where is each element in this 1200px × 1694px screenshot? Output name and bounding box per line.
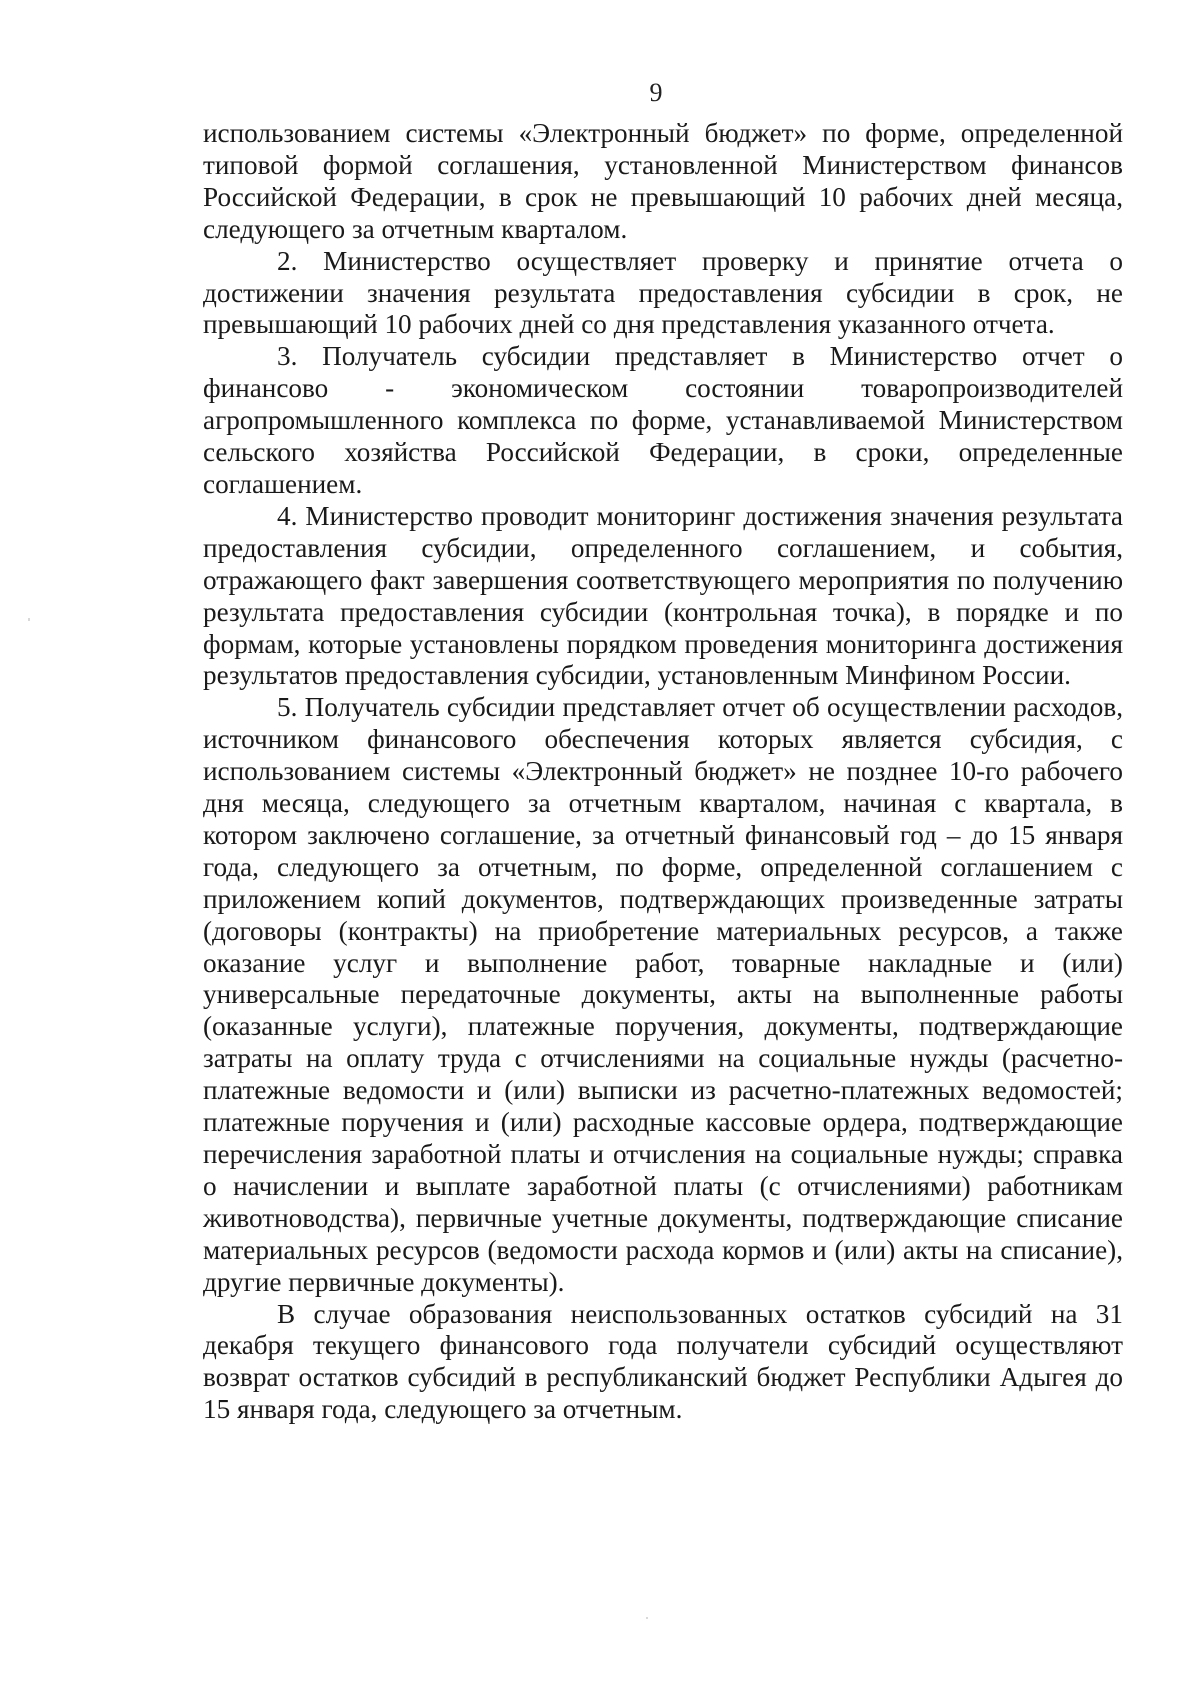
paragraph-closing: В случае образования неиспользованных остатков субсидий на 31 декабря текущего финансового года получатели субсидий осуществляют возврат остатков субсидий в республиканский бюджет Республики Адыгея до 15 января года, следующего за отчетным. <box>203 1298 1123 1425</box>
paragraph-item-2: 2. Министерство осуществляет проверку и принятие отчета о достижении значения результата предоставления субсидии в срок, не превышающий 10 рабочих дней со дня представления указанного отчета. <box>203 245 1123 340</box>
paragraph-item-4: 4. Министерство проводит мониторинг достижения значения результата предоставления субсидии, определенного соглашением, и события, отражающего факт завершения соответствующего мероприятия по получению результата предоставления субсидии (контрольная точка), в порядке и по формам, которые установлены порядком проведения мониторинга достижения результатов предоставления субсидии, установленным Минфином России. <box>203 500 1123 691</box>
paragraph-item-3: 3. Получатель субсидии представляет в Министерство отчет о финансово - экономическом состоянии товаропроизводителей агропромышленного комплекса по форме, устанавливаемой Министерством сельского хозяйства Российской Федерации, в сроки, определенные соглашением. <box>203 341 1123 499</box>
scan-speck <box>28 618 30 621</box>
page-number: 9 <box>649 78 663 107</box>
paragraph-continuation: использованием системы «Электронный бюджет» по форме, определенной типовой формой соглашения, установленной Министерством финансов Российской Федерации, в срок не превышающий 10 рабочих дней месяца, следующего за отчетным кварталом. <box>203 118 1123 244</box>
scan-speck <box>646 1617 648 1619</box>
paragraph-item-5: 5. Получатель субсидии представляет отчет об осуществлении расходов, источником финансового обеспечения которых является субсидия, с использованием системы «Электронный бюджет» не позднее 10-го рабочего дня месяца, следующего за отчетным кварталом, начиная с квартала, в котором заключено соглашение, за отчетный финансовый год – до 15 января года, следующего за отчетным, по форме, определенной соглашением с приложением копий документов, подтверждающих произведенные затраты (договоры (контракты) на приобретение материальных ресурсов, а также оказание услуг и выполнение работ, товарные накладные и (или) универсальные передаточные документы, акты на выполненные работы (оказанные услуги), платежные поручения, документы, подтверждающие затраты на оплату труда с отчислениями на социальные нужды (расчетно-платежные ведомости и (или) выписки из расчетно-платежных ведомостей; платежные поручения и (или) расходные кассовые ордера, подтверждающие перечисления заработной платы и отчисления на социальные нужды; справка о начислении и выплате заработной платы (с отчислениями) работникам животноводства), первичные учетные документы, подтверждающие списание материальных ресурсов (ведомости расхода кормов и (или) акты на списание), другие первичные документы). <box>203 692 1123 1297</box>
document-body <box>203 118 1123 1426</box>
